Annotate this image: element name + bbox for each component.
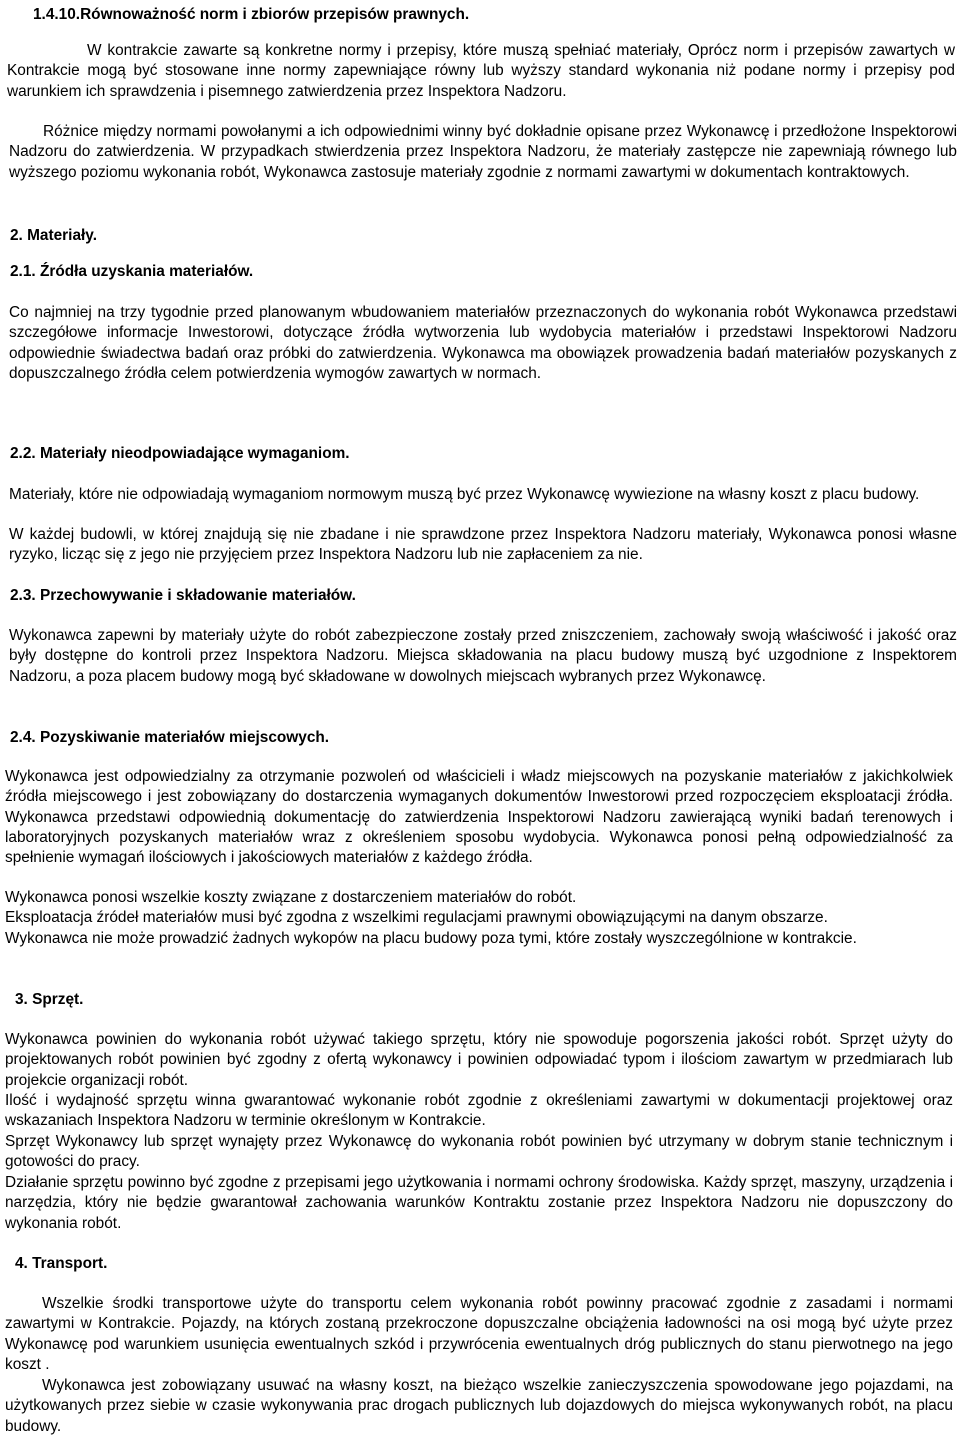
paragraph-nonconforming-materials: Materiały, które nie odpowiadają wymaganiom normowym muszą być przez Wykonawcę wywiezione na własny koszt z placu budowy. [9,486,920,503]
section-heading-2-4: 2.4. Pozyskiwanie materiałów miejscowych. [10,729,330,746]
section-heading-2-1: 2.1. Źródła uzyskania materiałów. [10,263,254,280]
section-heading-2-3: 2.3. Przechowywanie i składowanie materiałów. [10,587,356,604]
paragraph-equipment-capacity: Ilość i wydajność sprzętu winna gwarantować wykonanie robót zgodnie z określeniami zawartymi w dokumentacji projektowej oraz wskazaniach Inspektora Nadzoru w terminie określonym w Kontrakcie. [5,1092,953,1130]
paragraph-norms-differences: Różnice między normami powołanymi a ich odpowiednimi winny być dokładnie opisane przez Wykonawcę i przedłożone Inspektorowi Nadzoru do zatwierdzenia. W przypadkach stwierdzenia przez Inspektora Nadzoru, że materiały zastępcze nie zapewniają równego lub wyższego poziomu wykonania robót, Wykonawca zastosuje materiały zgodnie z normami zawartymi w dokumentach kontraktowych. [9,123,957,181]
paragraph-equipment-quality: Wykonawca powinien do wykonania robót używać takiego sprzętu, który nie spowoduje pogorszenia jakości robót. Sprzęt użyty do projektowanych robót powinien być zgodny z ofertą wykonawcy i powinien odpowiadać typom i ilościom zawartym w przedmiarach lub projekcie organizacji robót. [5,1031,953,1089]
section-heading-2-2: 2.2. Materiały nieodpowiadające wymaganiom. [10,445,350,462]
section-heading-4: 4. Transport. [15,1255,108,1272]
paragraph-local-materials-permits: Wykonawca jest odpowiedzialny za otrzymanie pozwoleń od właścicieli i władz miejscowych na pozyskanie materiałów z jakichkolwiek źródła miejscowego i jest zobowiązany do dostarczenia wymaganych dokumentów Inwestorowi przed rozpoczęciem eksploatacji źródła. Wykonawca przedstawi odpowiednią dokumentację do zatwierdzenia Inspektorowi Nadzoru zawierającą wyniki badań terenowych i laboratoryjnych pozyskanych materiałów wraz z określeniem sposobu wydobycia. Wykonawca ponosi pełną odpowiedzialność za spełnienie wymagań ilościowych i jakościowych materiałów z każdego źródła. [5,768,953,867]
section-heading-2: 2. Materiały. [10,227,97,244]
paragraph-untested-materials-risk: W każdej budowli, w której znajdują się nie zbadane i nie sprawdzone przez Inspektora Nadzoru materiały, Wykonawca ponosi własne ryzyko, licząc się z jego nie przyjęciem przez Inspektora Nadzoru lub nie zapłaceniem za nie. [9,526,957,564]
paragraph-local-materials-regulations: Eksploatacja źródeł materiałów musi być zgodna z wszelkimi regulacjami prawnymi obowiązującymi na danym obszarze. [5,909,828,926]
paragraph-transport-means: Wszelkie środki transportowe użyte do transportu celem wykonania robót powinny pracować zgodnie z zasadami i normami zawartymi w Kontrakcie. Pojazdy, na których zostaną przekroczone dopuszczalne obciążenia ładowności na osi mogą być użyte przez Wykonawcę pod warunkiem usunięcia ewentualnych szkód i przywrócenia ewentualnych dróg publicznych do stanu pierwotnego na jego koszt . [5,1295,953,1373]
paragraph-equipment-regulations: Działanie sprzętu powinno być zgodne z przepisami jego użytkowania i normami ochrony środowiska. Każdy sprzęt, maszyny, urządzenia i narzędzia, który nie będzie gwarantował zachowania warunków Kontraktu zostanie przez Inspektora Nadzoru nie dopuszczony do wykonania robót. [5,1174,953,1232]
paragraph-material-storage: Wykonawca zapewni by materiały użyte do robót zabezpieczone zostały przed zniszczeniem, zachowały swoją właściwość i jakość oraz były dostępne do kontroli przez Inspektora Nadzoru. Miejsca składowania na placu budowy muszą być uzgodnione z Inspektorem Nadzoru, a poza placem budowy mogą być składowane w dowolnych miejscach wybranych przez Wykonawcę. [9,627,957,685]
paragraph-equipment-maintenance: Sprzęt Wykonawcy lub sprzęt wynajęty przez Wykonawcę do wykonania robót powinien być utrzymany w dobrym stanie technicznym i gotowości do pracy. [5,1133,953,1171]
section-heading-1-4-10: 1.4.10.Równoważność norm i zbiorów przepisów prawnych. [33,6,470,23]
paragraph-transport-cleaning: Wykonawca jest zobowiązany usuwać na własny koszt, na bieżąco wszelkie zanieczyszczenia spowodowane jego pojazdami, na użytkowanych przez siebie w czasie wykonywania prac drogach publicznych lub dojazdowych do miejsca wykonywanych robót, na placu budowy. [5,1377,953,1435]
paragraph-material-sources: Co najmniej na trzy tygodnie przed planowanym wbudowaniem materiałów przeznaczonych do wykonania robót Wykonawca przedstawi szczegółowe informacje Inwestorowi, dotyczące źródła wytworzenia lub wydobycia materiałów i przedstawi Inspektorowi Nadzoru odpowiednie świadectwa badań oraz próbki do zatwierdzenia. Wykonawca ma obowiązek prowadzenia badań materiałów pozyskanych z dopuszczalnego źródła celem potwierdzenia wymogów zawartych w normach. [9,304,957,382]
section-heading-3: 3. Sprzęt. [15,991,84,1008]
paragraph-local-materials-costs: Wykonawca ponosi wszelkie koszty związane z dostarczeniem materiałów do robót. [5,889,577,906]
paragraph-excavation-restrictions: Wykonawca nie może prowadzić żadnych wykopów na placu budowy poza tymi, które zostały wyszczególnione w kontrakcie. [5,930,857,947]
paragraph-norms-equivalence: W kontrakcie zawarte są konkretne normy i przepisy, które muszą spełniać materiały, Oprócz norm i przepisów zawartych w Kontrakcie mogą być stosowane inne normy zapewniające równy lub wyższy standard wykonania niż podane normy i przepisy pod warunkiem ich sprawdzenia i pisemnego zatwierdzenia przez Inspektora Nadzoru. [7,42,955,100]
